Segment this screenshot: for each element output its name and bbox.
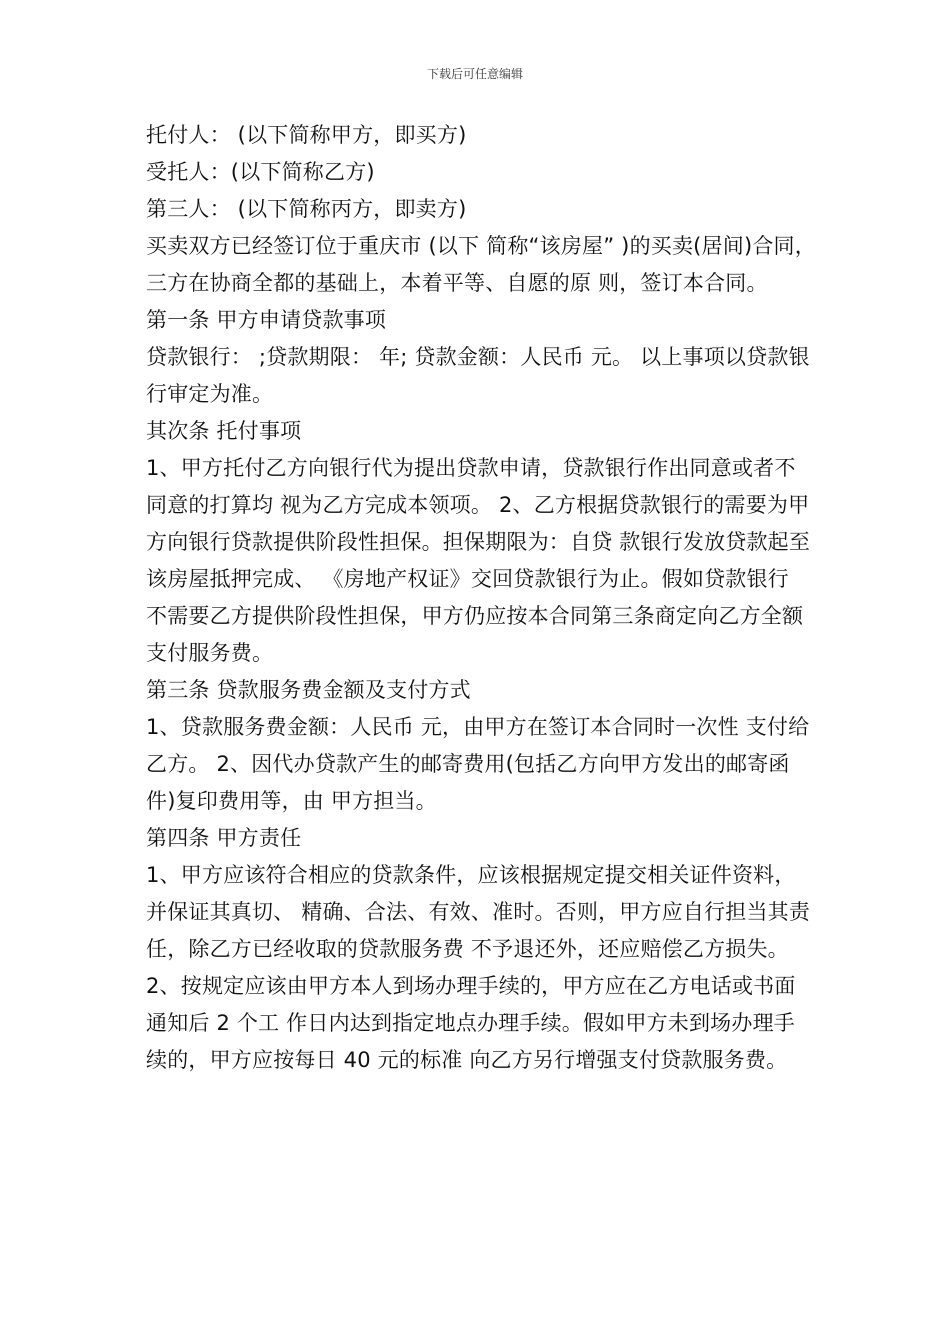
- article-3-paragraph: 1、贷款服务费金额：人民币 元，由甲方在签订本合同时一次性 支付给乙方。 2、因代办贷款产生的邮寄费用(包括乙方向甲方发出的邮寄函件)复印费用等，由 甲方担当。: [146, 715, 810, 813]
- party-a-line: 托付人： (以下简称甲方，即买方): [146, 123, 467, 147]
- article-2-heading: 其次条 托付事项: [146, 419, 302, 443]
- article-4-paragraph-1: 1、甲方应该符合相应的贷款条件，应该根据规定提交相关证件资料，并保证其真切、 精确、合法、有效、准时。否则，甲方应自行担当其责任，除乙方已经收取的贷款服务费 不予退还外，还应赔偿乙方损失。: [146, 863, 811, 961]
- article-3-heading: 第三条 贷款服务费金额及支付方式: [146, 678, 471, 702]
- party-c-line: 第三人： (以下简称丙方，即卖方): [146, 197, 467, 221]
- document-body: [146, 117, 816, 1079]
- article-1-heading: 第一条 甲方申请贷款事项: [146, 308, 387, 332]
- preamble-paragraph: 买卖双方已经签订位于重庆市 (以下 简称“该房屋” )的买卖(居间)合同，三方在协商全都的基础上，本着平等、自愿的原 则，签订本合同。: [146, 234, 816, 295]
- article-4-paragraph-2: 2、按规定应该由甲方本人到场办理手续的，甲方应在乙方电话或书面通知后 2 个工 作日内达到指定地点办理手续。假如甲方未到场办理手续的，甲方应按每日 40 元的标准 向乙方另行增强支付贷款服务费。: [146, 974, 796, 1072]
- page-header: 下载后可任意编辑: [426, 67, 523, 81]
- article-1-paragraph: 贷款银行： ;贷款期限： 年; 贷款金额：人民币 元。 以上事项以贷款银行审定为准。: [146, 345, 810, 406]
- party-b-line: 受托人：(以下简称乙方): [146, 160, 375, 184]
- article-4-heading: 第四条 甲方责任: [146, 826, 302, 850]
- article-2-paragraph: 1、甲方托付乙方向银行代为提出贷款申请，贷款银行作出同意或者不同意的打算均 视为乙方完成本领项。 2、乙方根据贷款银行的需要为甲方向银行贷款提供阶段性担保。担保期限为：自贷 款银行发放贷款起至该房屋抵押完成、 《房地产权证》交回贷款银行为止。假如贷款银行 不需要乙方提供阶段性担保，甲方仍应按本合同第三条商定向乙方全额支付服务费。: [146, 456, 811, 665]
